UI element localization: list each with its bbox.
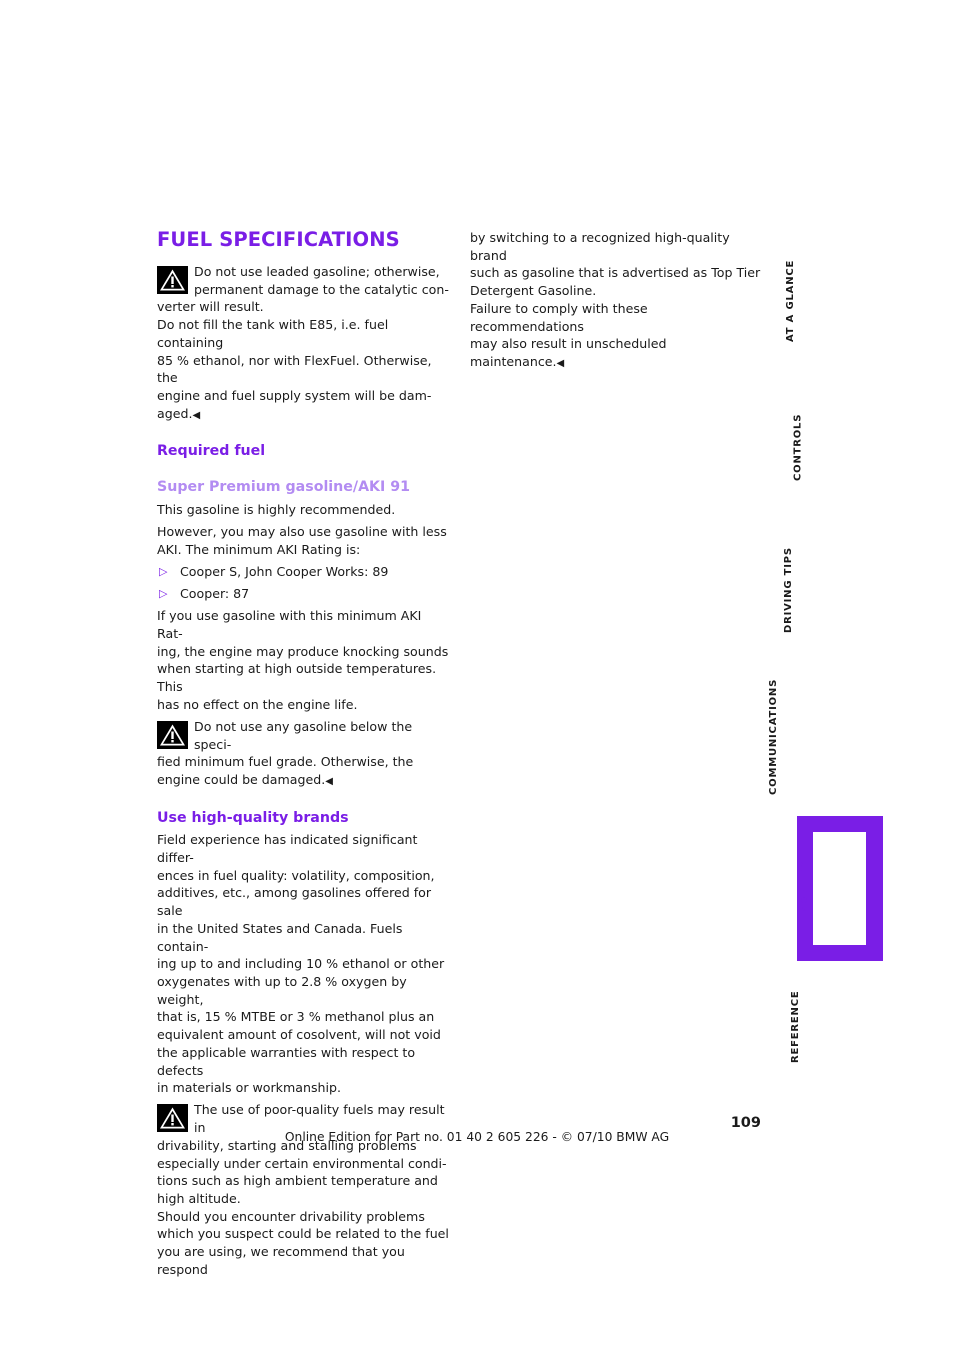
tab-controls[interactable]: CONTROLS xyxy=(792,413,804,481)
warning-line: verter will result. xyxy=(157,299,264,315)
warning-line: The use of poor-quality fuels may result in xyxy=(194,1102,445,1136)
warning-line: permanent damage to the catalytic con- xyxy=(194,281,449,297)
list-item xyxy=(157,585,450,603)
paragraph-line: such as gasoline that is advertised as Top Tier xyxy=(470,265,761,281)
warning-block-poor-quality xyxy=(157,1101,450,1278)
list-item xyxy=(157,563,450,581)
paragraph-line xyxy=(470,335,762,372)
warning-line: especially under certain environmental condi- xyxy=(157,1155,447,1171)
paragraph-line: Detergent Gasoline. xyxy=(470,283,597,299)
list-item-text: Cooper: 87 xyxy=(180,586,250,602)
warning-triangle-icon xyxy=(157,1104,188,1132)
paragraph-line: ences in fuel quality: volatility, composition, xyxy=(157,867,435,883)
warning-line-text: engine could be damaged. xyxy=(157,772,326,788)
warning-line xyxy=(157,771,450,791)
warning-line: Should you encounter drivability problems xyxy=(157,1208,425,1224)
paragraph-line: However, you may also use gasoline with less xyxy=(157,524,447,540)
paragraph-line: ing up to and including 10 % ethanol or other xyxy=(157,956,445,972)
warning-line: Do not use any gasoline below the speci- xyxy=(194,719,413,752)
subsection-heading-super-premium: Super Premium gasoline/AKI 91 xyxy=(157,479,411,496)
paragraph-line: that is, 15 % MTBE or 3 % methanol plus an xyxy=(157,1009,435,1025)
warning-line: Do not fill the tank with E85, i.e. fuel containing xyxy=(157,317,389,350)
end-mark-icon: ◀ xyxy=(325,776,332,788)
paragraph-line: oxygenates with up to 2.8 % oxygen by weight, xyxy=(157,974,407,1007)
warning-line: engine and fuel supply system will be dam- xyxy=(157,387,432,403)
list-item-text: Cooper S, John Cooper Works: 89 xyxy=(180,563,389,579)
warning-triangle-icon xyxy=(157,721,188,749)
paragraph-line: If you use gasoline with this minimum AKI Rat- xyxy=(157,608,422,642)
paragraph-line: the applicable warranties with respect to defects xyxy=(157,1044,416,1078)
tab-mobility[interactable]: MOBILITY xyxy=(799,860,811,914)
warning-triangle-icon xyxy=(157,266,188,294)
footer-text: Online Edition for Part no. 01 40 2 605 226 - © 07/10 BMW AG xyxy=(284,1130,670,1144)
paragraph-line: Field experience has indicated significant differ- xyxy=(157,832,418,866)
paragraph-line: has no effect on the engine life. xyxy=(157,696,358,712)
triangle-bullet-icon: ▷ xyxy=(159,564,168,578)
tab-at-a-glance[interactable]: AT A GLANCE xyxy=(784,259,796,342)
warning-line: which you suspect could be related to the fuel xyxy=(157,1226,449,1242)
tab-reference[interactable]: REFERENCE xyxy=(789,990,801,1063)
paragraph-line: Failure to comply with these recommendations xyxy=(470,300,648,334)
triangle-bullet-icon: ▷ xyxy=(159,587,168,601)
paragraph-line: ing, the engine may produce knocking sounds xyxy=(157,643,449,659)
warning-line: Do not use leaded gasoline; otherwise, xyxy=(194,264,440,279)
paragraph-line: equivalent amount of cosolvent, will not void xyxy=(157,1027,441,1043)
warning-line: high altitude. xyxy=(157,1190,241,1206)
warning-line: fied minimum fuel grade. Otherwise, the xyxy=(157,754,414,770)
paragraph-line: additives, etc., among gasolines offered for sale xyxy=(157,885,432,919)
right-column xyxy=(470,229,762,373)
end-mark-icon: ◀ xyxy=(556,357,564,369)
page-title: FUEL SPECIFICATIONS xyxy=(157,228,400,251)
left-column xyxy=(157,228,450,1278)
warning-line-text: aged. xyxy=(157,405,193,421)
paragraph-line: when starting at high outside temperatures. This xyxy=(157,661,437,695)
paragraph-line: by switching to a recognized high-quality brand xyxy=(470,230,730,263)
warning-line: drivability, starting and stalling problems xyxy=(157,1137,417,1153)
paragraph-line: AKI. The minimum AKI Rating is: xyxy=(157,541,361,557)
section-heading-high-quality-brands: Use high-quality brands xyxy=(157,809,349,826)
paragraph-line-text: may also result in unscheduled maintenance. xyxy=(470,336,667,369)
warning-block-leaded xyxy=(157,263,450,424)
warning-block-fuel-grade xyxy=(157,718,450,791)
paragraph-line: in materials or workmanship. xyxy=(157,1080,341,1096)
section-heading-required-fuel: Required fuel xyxy=(157,443,266,460)
paragraph-recommended: This gasoline is highly recommended. xyxy=(157,501,396,517)
tab-communications[interactable]: COMMUNICATIONS xyxy=(767,678,779,795)
warning-line: you are using, we recommend that you respond xyxy=(157,1244,405,1277)
tab-driving-tips[interactable]: DRIVING TIPS xyxy=(783,547,795,633)
warning-line: tions such as high ambient temperature and xyxy=(157,1173,438,1189)
warning-line: 85 % ethanol, nor with FlexFuel. Otherwise, the xyxy=(157,352,432,386)
page-number: 109 xyxy=(730,1115,761,1131)
end-mark-icon: ◀ xyxy=(192,409,200,421)
paragraph-line: in the United States and Canada. Fuels contain- xyxy=(157,920,403,954)
warning-line xyxy=(157,405,450,425)
